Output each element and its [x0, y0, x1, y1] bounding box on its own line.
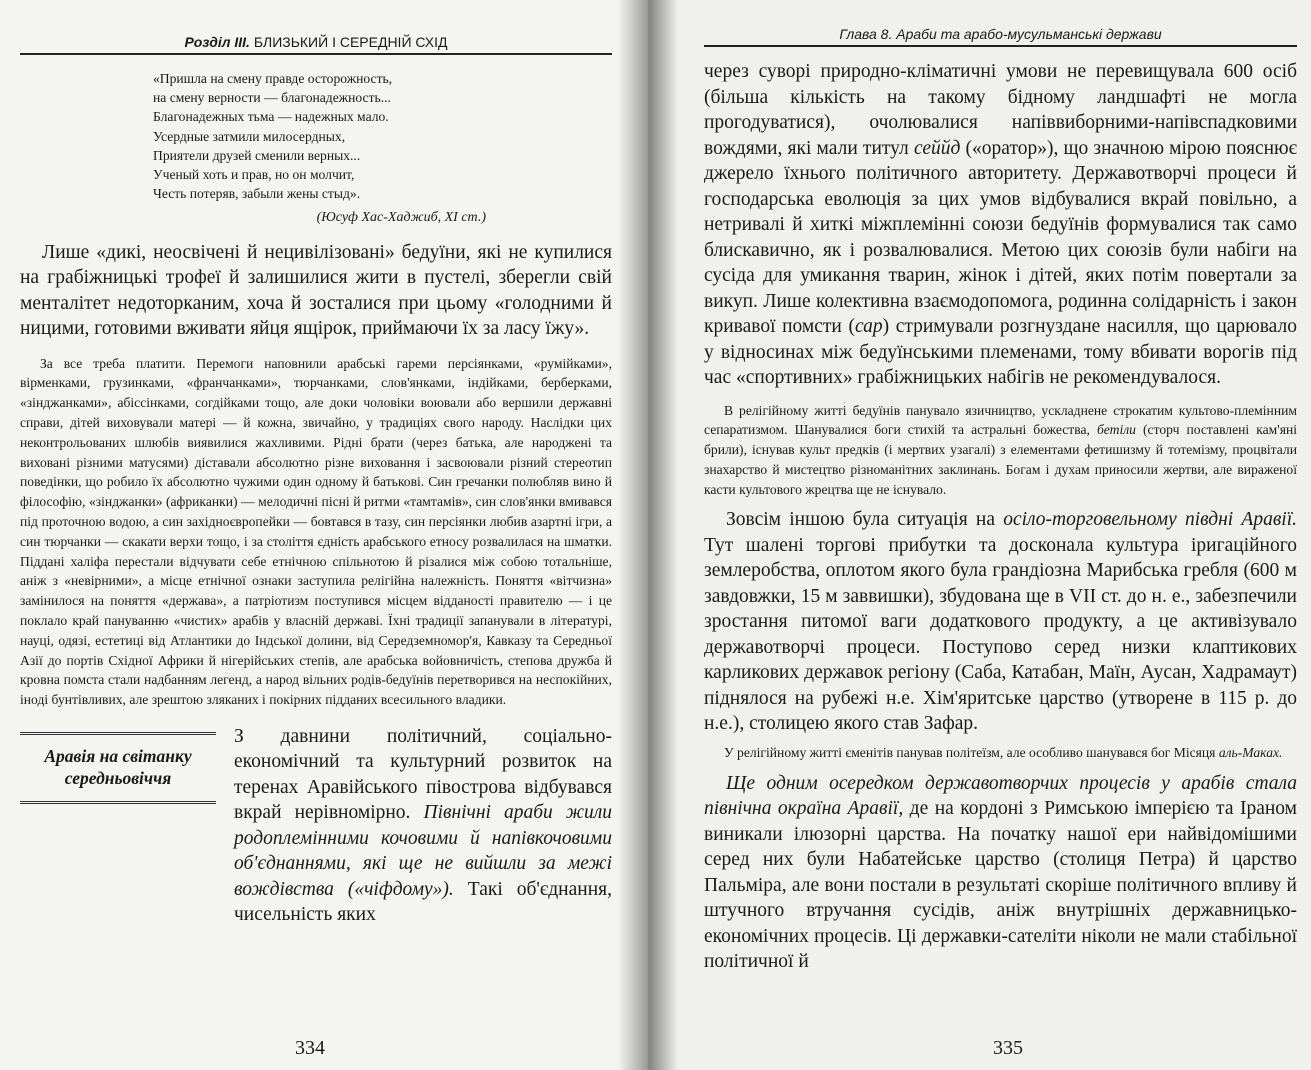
text-run: (сторч поставлені кам'яні брили), існував культ предків (і мертвих узагалі) з елементами фетишизму й тотемізму, процвітали знахарство й мистецтво різноманітних заклинань. Богам і духам приносили жертви, але вираженої касти культового жрецтва ще не існувало. — [704, 422, 1297, 497]
left-running-head — [20, 0, 612, 55]
left-page-number: 334 — [295, 1037, 325, 1059]
right-header-title: Глава 8. Араби та арабо-мусульманські держави — [839, 26, 1162, 42]
emphasis-italic: осіло-торговельному півдні Аравії. — [1003, 509, 1297, 531]
heading-rule-bottom — [20, 801, 216, 804]
text-run: («оратор»), що значною мірою пояснює джерело їхнього політичного авторитету. Державотворчі процеси й господарська еволюція за цих умов відбувалися вкрай повільно, а нетривалі й хиткі міжплемінні союзи бедуїнів формувалися так само блискавично, як і розвалювалися. Метою цих союзів були набіги на сусіда для умикання тварин, жінок і дітей, яких потім повертали за викуп. Лише колективна взаємодопомога, родинна солідарність і закон кривавої помсти ( — [704, 137, 1297, 337]
side-heading-title: Аравія на світанку середньовіччя — [44, 745, 192, 788]
section-paragraph — [234, 724, 612, 928]
poem-attribution: (Юсуф Хас-Хаджиб, XI ст.) — [316, 210, 486, 226]
term-italic: бетіли — [1096, 422, 1136, 438]
text-run: У релігійному житті єменітів панував політеїзм, але особливо шанувався бог Місяця — [724, 744, 1219, 760]
right-running-head — [704, 0, 1297, 47]
section-text-end: Такі об'єднання, чисельність яких — [234, 878, 612, 926]
right-paragraph-3 — [704, 771, 1297, 975]
emphasis-italic: Ще одним осередком державотворчих процесів у арабів стала північна окраїна Аравії, — [704, 772, 1297, 820]
left-small-paragraph: За все треба платити. Перемоги наповнили арабські гареми персіянками, «румійками», вірменками, грузинками, «франчанками», тюрчанками, слов'янками, індійками, берберками, «зінджанками», абіссінками, согдійками тощо, але доки чоловіки воювали або вершили державні справи, дітей виховували матері — й кожна, звичайно, у традиціях свого народу. Наслідки цих неконтрольованих шлюбів виявилися жахливими. Рідні брати (через батька, але народжені та виховані різними матусями) діставали абсолютно різне виховання і засвоювали різний стереотип поведінки, що робило їх абсолютно чужими один одному й батькові. Син гречанки полюбляв вино й філософію, «зінджанки» (африканки) — мелодичні пісні й ритми «тамтамів», син слов'янки вмивався під проточною водою, а син західноєвропейки — бовтався в тазу, син персіянки любив азартні ігри, а син тюрчанки — скакати верхи тощо, і за століття єдність арабського етносу розвалилася на шматки. Піддані халіфа перестали відчувати себе етнічною спільнотою й різалися між собою тотальніше, аніж з «невірними», а місце етнічної ознаки заступила релігійна належність. Поняття «вітчизна» замінилося на поняття «держава», а патріотизм поступився місцем відданості правителю — і це поклало край пануванню «чистих» арабів у власній державі. Їхні традиції запанували в літературі, науці, одязі, естетиці від Атлантики до Індської долини, від Середземномор'я, Кавказу та Середньої Азії до портів Східної Африки й нігерійських степів, але арабська войовничість, степова дружба й кровна помста стали надбанням легенд, а народ вільних родів-бедуїнів перетворився на неспокійних, іноді бунтівливих, але зрештою зляканих і покірних підданих всесильного владики. — [20, 355, 612, 708]
left-header-title: БЛИЗЬКИЙ І СЕРЕДНІЙ СХІД — [253, 34, 448, 50]
section-start — [20, 724, 612, 928]
right-paragraph-1 — [704, 59, 1297, 391]
side-heading-box — [20, 724, 216, 928]
term-italic: аль-Маках. — [1218, 744, 1283, 760]
text-run: через суворі природно-кліматичні умови не перевищувала 600 осіб (більша кількість на такому бідному ландшафті не могла прогодуватися), очолювалися напіввиборними-напівспадковими вождями, які мали титул — [704, 61, 1297, 159]
poem-line: Усердные затмили милосердных, — [153, 128, 346, 144]
text-run: Зовсім іншою була ситуація на — [726, 509, 1004, 531]
section-text-start: З давнини політичний, соціально-економічний та культурний розвиток на теренах Аравійського півострова відбувався вкрай нерівномірно. — [234, 725, 612, 824]
poem-line: «Пришла на смену правде осторожность, — [153, 71, 393, 86]
right-small-paragraph-2 — [704, 743, 1297, 763]
text-run: де на кордоні з Римською імперією та Іраном виникали ілюзорні царства. На початку нашої ери найвідомішими серед них були Набатейське царство (столиця Петра) й царство Пальміра, але вони постали в результаті скоріше політичного впливу й штучного втручання сусідів, аніж внутрішніх державницько-економічних процесів. Ці державки-сателіти ніколи не мали стабільної політичної й — [704, 798, 1298, 973]
right-small-paragraph-1 — [704, 401, 1297, 500]
text-run: В релігійному житті бедуїнів панувало язичництво, ускладнене строкатим культово-племінним сепаратизмом. Шанувалися боги стихій та астральні божества, — [704, 402, 1297, 438]
left-paragraph-1: Лише «дикі, неосвічені й нецивілізовані» бедуїни, які не купилися на грабіжницькі трофеї й залишилися жити в пустелі, зберегли свій менталітет недоторканим, хоча й зосталися при цьому «голодними й ницими, готовими вживати яйця ящірок, приймаючи їх за ласу їжу». — [20, 241, 612, 340]
term-italic: сеййд — [913, 137, 961, 159]
text-run: Тут шалені торгові прибутки та досконала культура іригаційного землеробства, оплотом якого була грандіозна Марибська гребля (600 м завдовжки, 15 м заввишки), збудована ще в VII ст. до н. е., забезпечили зростання питомої ваги додаткового продукту, а це активізувало державотворчі процеси. Поступово серед низки клаптикових карликових державок регіону (Саба, Катабан, Маїн, Аусан, Хадрамаут) піднялося на рубежі н.е. Хім'яритське царство (утворене в 115 р. до н.е.), столицею якого став Зафар. — [704, 534, 1297, 735]
heading-rule-top — [20, 732, 216, 735]
epigraph-poem — [153, 69, 612, 228]
left-chapter-label: Розділ III. — [184, 34, 250, 50]
poem-line: Ученый хоть и прав, но он молчит, — [153, 167, 355, 183]
poem-line: Приятели друзей сменили верных... — [153, 147, 361, 163]
poem-line: на смену верности — благонадежность... — [153, 90, 391, 106]
term-italic: сар — [854, 316, 883, 337]
right-page-number: 335 — [993, 1037, 1023, 1059]
poem-line: Благонадежных тьма — надежных мало. — [153, 109, 389, 125]
section-column — [234, 724, 612, 928]
text-run: ) стримували розгнуздане насилля, що царювало у відносинах між бедуїнськими племенами, тому вбивати ворогів під час «спортивних» грабіжницьких набігів не рекомендувалося. — [704, 316, 1297, 388]
section-italic-text: Північні араби жили родоплемінними кочовими й напівкочовими об'єднаннями, які ще не вийшли за межі вождівства («чіфдому»). — [234, 802, 612, 900]
right-paragraph-2 — [704, 507, 1297, 737]
left-page — [0, 0, 648, 1070]
right-page — [648, 0, 1311, 1070]
poem-line: Честь потеряв, забыли жены стыд». — [153, 186, 361, 202]
